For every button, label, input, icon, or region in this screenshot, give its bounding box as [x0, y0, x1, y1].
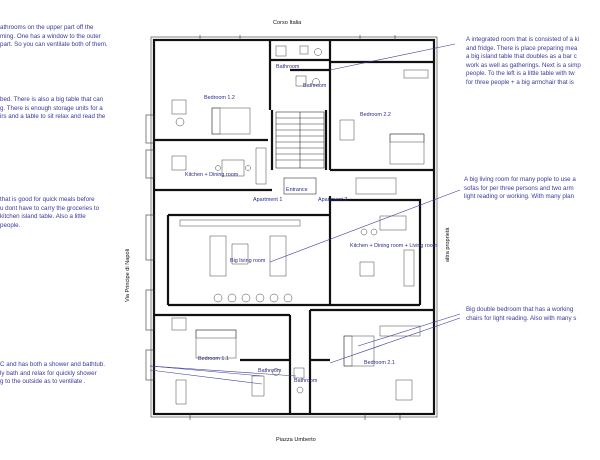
room-label-kitchen-dining-living: Kitchen + Dining room + Living room	[350, 243, 438, 249]
note-line: irs and a table to sit relax and read the	[0, 113, 106, 121]
note-line: g to the outside as to ventilate .	[0, 378, 86, 386]
room-label-entrance: Entrance	[286, 187, 308, 193]
staircase	[276, 112, 324, 194]
note-line: chairs for light reading. Also with many s	[466, 314, 577, 322]
note-line: athrooms on the upper part off the	[0, 24, 94, 31]
room-label-apartment-1: Apartment 1	[253, 197, 283, 203]
room-label-bathroom-bottom-1: Bathroom	[258, 368, 282, 374]
note-line: A integrated room that is consisted of a ki	[466, 36, 580, 43]
note-line: work as well as gatherings. Next is a simp	[466, 61, 581, 69]
note-line: people.	[0, 221, 21, 229]
note-line: C and has both a shower and bathtub.	[0, 361, 105, 368]
note-line: Big double bedroom that has a working	[466, 306, 574, 313]
note-line: light reading or working. With many plan	[464, 193, 575, 201]
room-label-bedroom-1-1: Bedroom 1.1	[198, 356, 229, 362]
room-label-apartment-2: Apartment 2	[318, 197, 348, 203]
note-line: g. There is enough storage units for a	[0, 104, 103, 112]
note-line: sofas for per three persons and two arm	[464, 184, 574, 192]
room-label-bathroom-top-2: Bathroom	[303, 83, 327, 89]
note-line: u dont have to carry the groceries to	[0, 204, 100, 212]
note-line: ly bath and relax for quickly shower	[0, 369, 97, 377]
note-line: and fridge. There is place preparing mea	[466, 44, 578, 52]
note-line: people. To the left is a little table with tw	[466, 70, 575, 78]
street-right-label: altra proprietà	[445, 227, 451, 262]
note-line: that is good for quick meals before	[0, 196, 95, 203]
note-line: kitchen island table. Also a little	[0, 213, 86, 221]
street-top-label: Corso Italia	[273, 20, 302, 26]
note-line: a big island table that doubles as a bar c	[466, 53, 577, 61]
note-line: part. So you can ventilate both of them.	[0, 41, 108, 49]
room-label-bedroom-2-2: Bedroom 2.2	[360, 112, 391, 118]
room-label-bathroom-top: Bathroom	[276, 64, 300, 70]
room-label-kitchen-dining-1: Kitchen + Dining room	[185, 172, 239, 178]
room-label-bedroom-1-2: Bedroom 1.2	[204, 95, 235, 101]
street-bottom-label: Piazza Umberto	[276, 437, 316, 443]
room-label-bathroom-bottom-2: Bathroom	[294, 378, 318, 384]
note-line: ming. One has a window to the outer	[0, 32, 101, 40]
note-line: bed. There is also a big table that can	[0, 96, 104, 103]
room-label-bedroom-2-1: Bedroom 2.1	[364, 360, 395, 366]
room-label-big-living-room: Big living room	[230, 258, 266, 264]
street-left-label: Via Principe di Napoli	[125, 248, 131, 302]
note-line: A big living room for many pople to use a	[464, 176, 576, 183]
note-line: for three people + a big armchair that is	[466, 78, 574, 86]
